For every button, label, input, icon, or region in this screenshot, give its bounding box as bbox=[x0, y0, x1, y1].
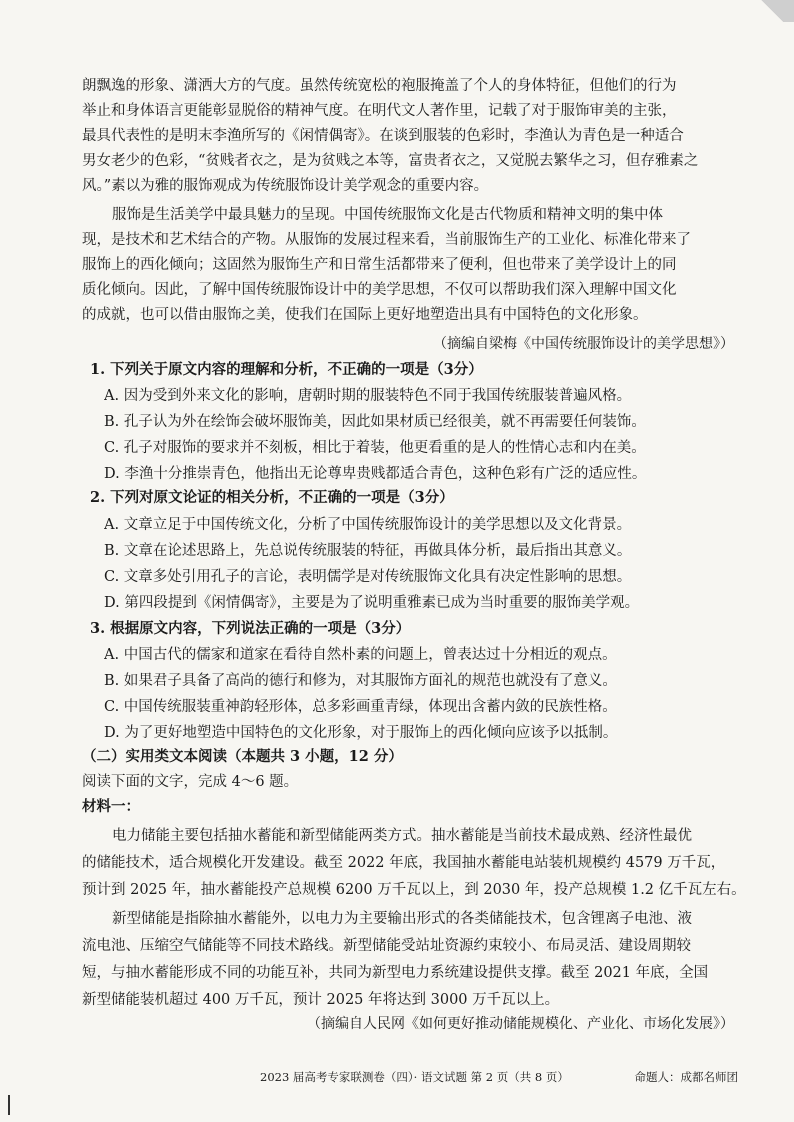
option-c: C. 文章多处引用孔子的言论，表明儒学是对传统服饰文化具有决定性影响的思想。 bbox=[104, 569, 632, 585]
option-d: D. 为了更好地塑造中国特色的文化形象，对于服饰上的西化倾向应该予以抵制。 bbox=[104, 725, 618, 741]
passage-line: 男女老少的色彩，“贫贱者衣之，是为贫贱之本等，富贵者衣之，又觉脱去繁华之习，但存雅素之 bbox=[82, 153, 699, 169]
passage-line: 举止和身体语言更能彰显脱俗的精神气度。在明代文人著作里，记载了对于服饰审美的主张， bbox=[82, 103, 677, 119]
section-instruction: 阅读下面的文字，完成 4～6 题。 bbox=[82, 774, 299, 790]
passage-line: 朗飘逸的形象、潇洒大方的气度。虽然传统宽松的袍服掩盖了个人的身体特征，但他们的行为 bbox=[82, 78, 677, 94]
page-footer: 2023 届高考专家联测卷（四）· 语文试题 第 2 页（共 8 页） bbox=[260, 1070, 569, 1084]
passage-source: （摘编自梁梅《中国传统服饰设计的美学思想》） bbox=[433, 336, 734, 352]
scan-edge-mark bbox=[8, 1095, 10, 1115]
option-a: A. 文章立足于中国传统文化，分析了中国传统服饰设计的美学思想以及文化背景。 bbox=[104, 517, 632, 533]
option-c: C. 孔子对服饰的要求并不刻板，相比于着装，他更看重的是人的性情心志和内在美。 bbox=[104, 440, 646, 456]
material-line: 短，与抽水蓄能形成不同的功能互补，共同为新型电力系统建设提供支撑。截至 2021 年底，全国 bbox=[82, 965, 709, 981]
passage-line: 的成就，也可以借由服饰之美，使我们在国际上更好地塑造出具有中国特色的文化形象。 bbox=[82, 307, 648, 323]
footer-author: 命题人：成都名师团 bbox=[634, 1070, 738, 1084]
passage-line: 质化倾向。因此，了解中国传统服饰设计中的美学思想，不仅可以帮助我们深入理解中国文化 bbox=[82, 282, 677, 298]
option-d: D. 第四段提到《闲情偶寄》，主要是为了说明重雅素已成为当时重要的服饰美学观。 bbox=[104, 595, 640, 611]
question-stem: 3. 根据原文内容，下列说法正确的一项是（3分） bbox=[90, 620, 411, 637]
passage-line: 风。”素以为雅的服饰观成为传统服饰设计美学观念的重要内容。 bbox=[82, 178, 489, 194]
section-heading: （二）实用类文本阅读（本题共 3 小题，12 分） bbox=[82, 748, 403, 765]
question-stem: 2. 下列对原文论证的相关分析，不正确的一项是（3分） bbox=[90, 489, 454, 506]
option-b: B. 孔子认为外在绘饰会破坏服饰美，因此如果材质已经很美，就不再需要任何装饰。 bbox=[104, 414, 646, 430]
page-corner-fold bbox=[734, 0, 794, 22]
option-d: D. 李渔十分推崇青色，他指出无论尊卑贵贱都适合青色，这种色彩有广泛的适应性。 bbox=[104, 466, 647, 482]
question-stem: 1. 下列关于原文内容的理解和分析，不正确的一项是（3分） bbox=[90, 361, 483, 378]
material-line: 新型储能装机超过 400 万千瓦，预计 2025 年将达到 3000 万千瓦以上。 bbox=[82, 992, 560, 1008]
option-a: A. 中国古代的儒家和道家在看待自然朴素的问题上，曾表达过十分相近的观点。 bbox=[104, 647, 617, 663]
option-a: A. 因为受到外来文化的影响，唐朝时期的服装特色不同于我国传统服装普遍风格。 bbox=[104, 388, 632, 404]
material-line: 新型储能是指除抽水蓄能外，以电力为主要输出形式的各类储能技术，包含锂离子电池、液 bbox=[112, 911, 692, 927]
material-line: 电力储能主要包括抽水蓄能和新型储能两类方式。抽水蓄能是当前技术最成熟、经济性最优 bbox=[112, 828, 692, 844]
material-label: 材料一： bbox=[82, 798, 140, 815]
passage-line: 现，是技术和艺术结合的产物。从服饰的发展过程来看，当前服饰生产的工业化、标准化带来了 bbox=[82, 232, 691, 248]
material-line: 的储能技术，适合规模化开发建设。截至 2022 年底，我国抽水蓄能电站装机规模约 4579 万千瓦， bbox=[82, 855, 726, 871]
option-b: B. 文章在论述思路上，先总说传统服装的特征，再做具体分析，最后指出其意义。 bbox=[104, 543, 632, 559]
passage-line: 最具代表性的是明末李渔所写的《闲情偶寄》。在谈到服装的色彩时，李渔认为青色是一种适合 bbox=[82, 128, 684, 144]
option-c: C. 中国传统服装重神韵轻形体，总多彩画重青绿，体现出含蓄内敛的民族性格。 bbox=[104, 699, 617, 715]
passage-line: 服饰是生活美学中最具魅力的呈现。中国传统服饰文化是古代物质和精神文明的集中体 bbox=[112, 207, 663, 223]
material-line: 预计到 2025 年，抽水蓄能投产总规模 6200 万千瓦以上，到 2030 年，投产总规模 1.2 亿千瓦左右。 bbox=[82, 882, 746, 898]
material-source: （摘编自人民网《如何更好推动储能规模化、产业化、市场化发展》） bbox=[307, 1016, 734, 1032]
option-b: B. 如果君子具备了高尚的德行和修为，对其服饰方面礼的规范也就没有了意义。 bbox=[104, 673, 617, 689]
passage-line: 服饰上的西化倾向；这固然为服饰生产和日常生活都带来了便利，但也带来了美学设计上的同 bbox=[82, 257, 677, 273]
material-line: 流电池、压缩空气储能等不同技术路线。新型储能受站址资源约束较小、布局灵活、建设周期较 bbox=[82, 938, 691, 954]
